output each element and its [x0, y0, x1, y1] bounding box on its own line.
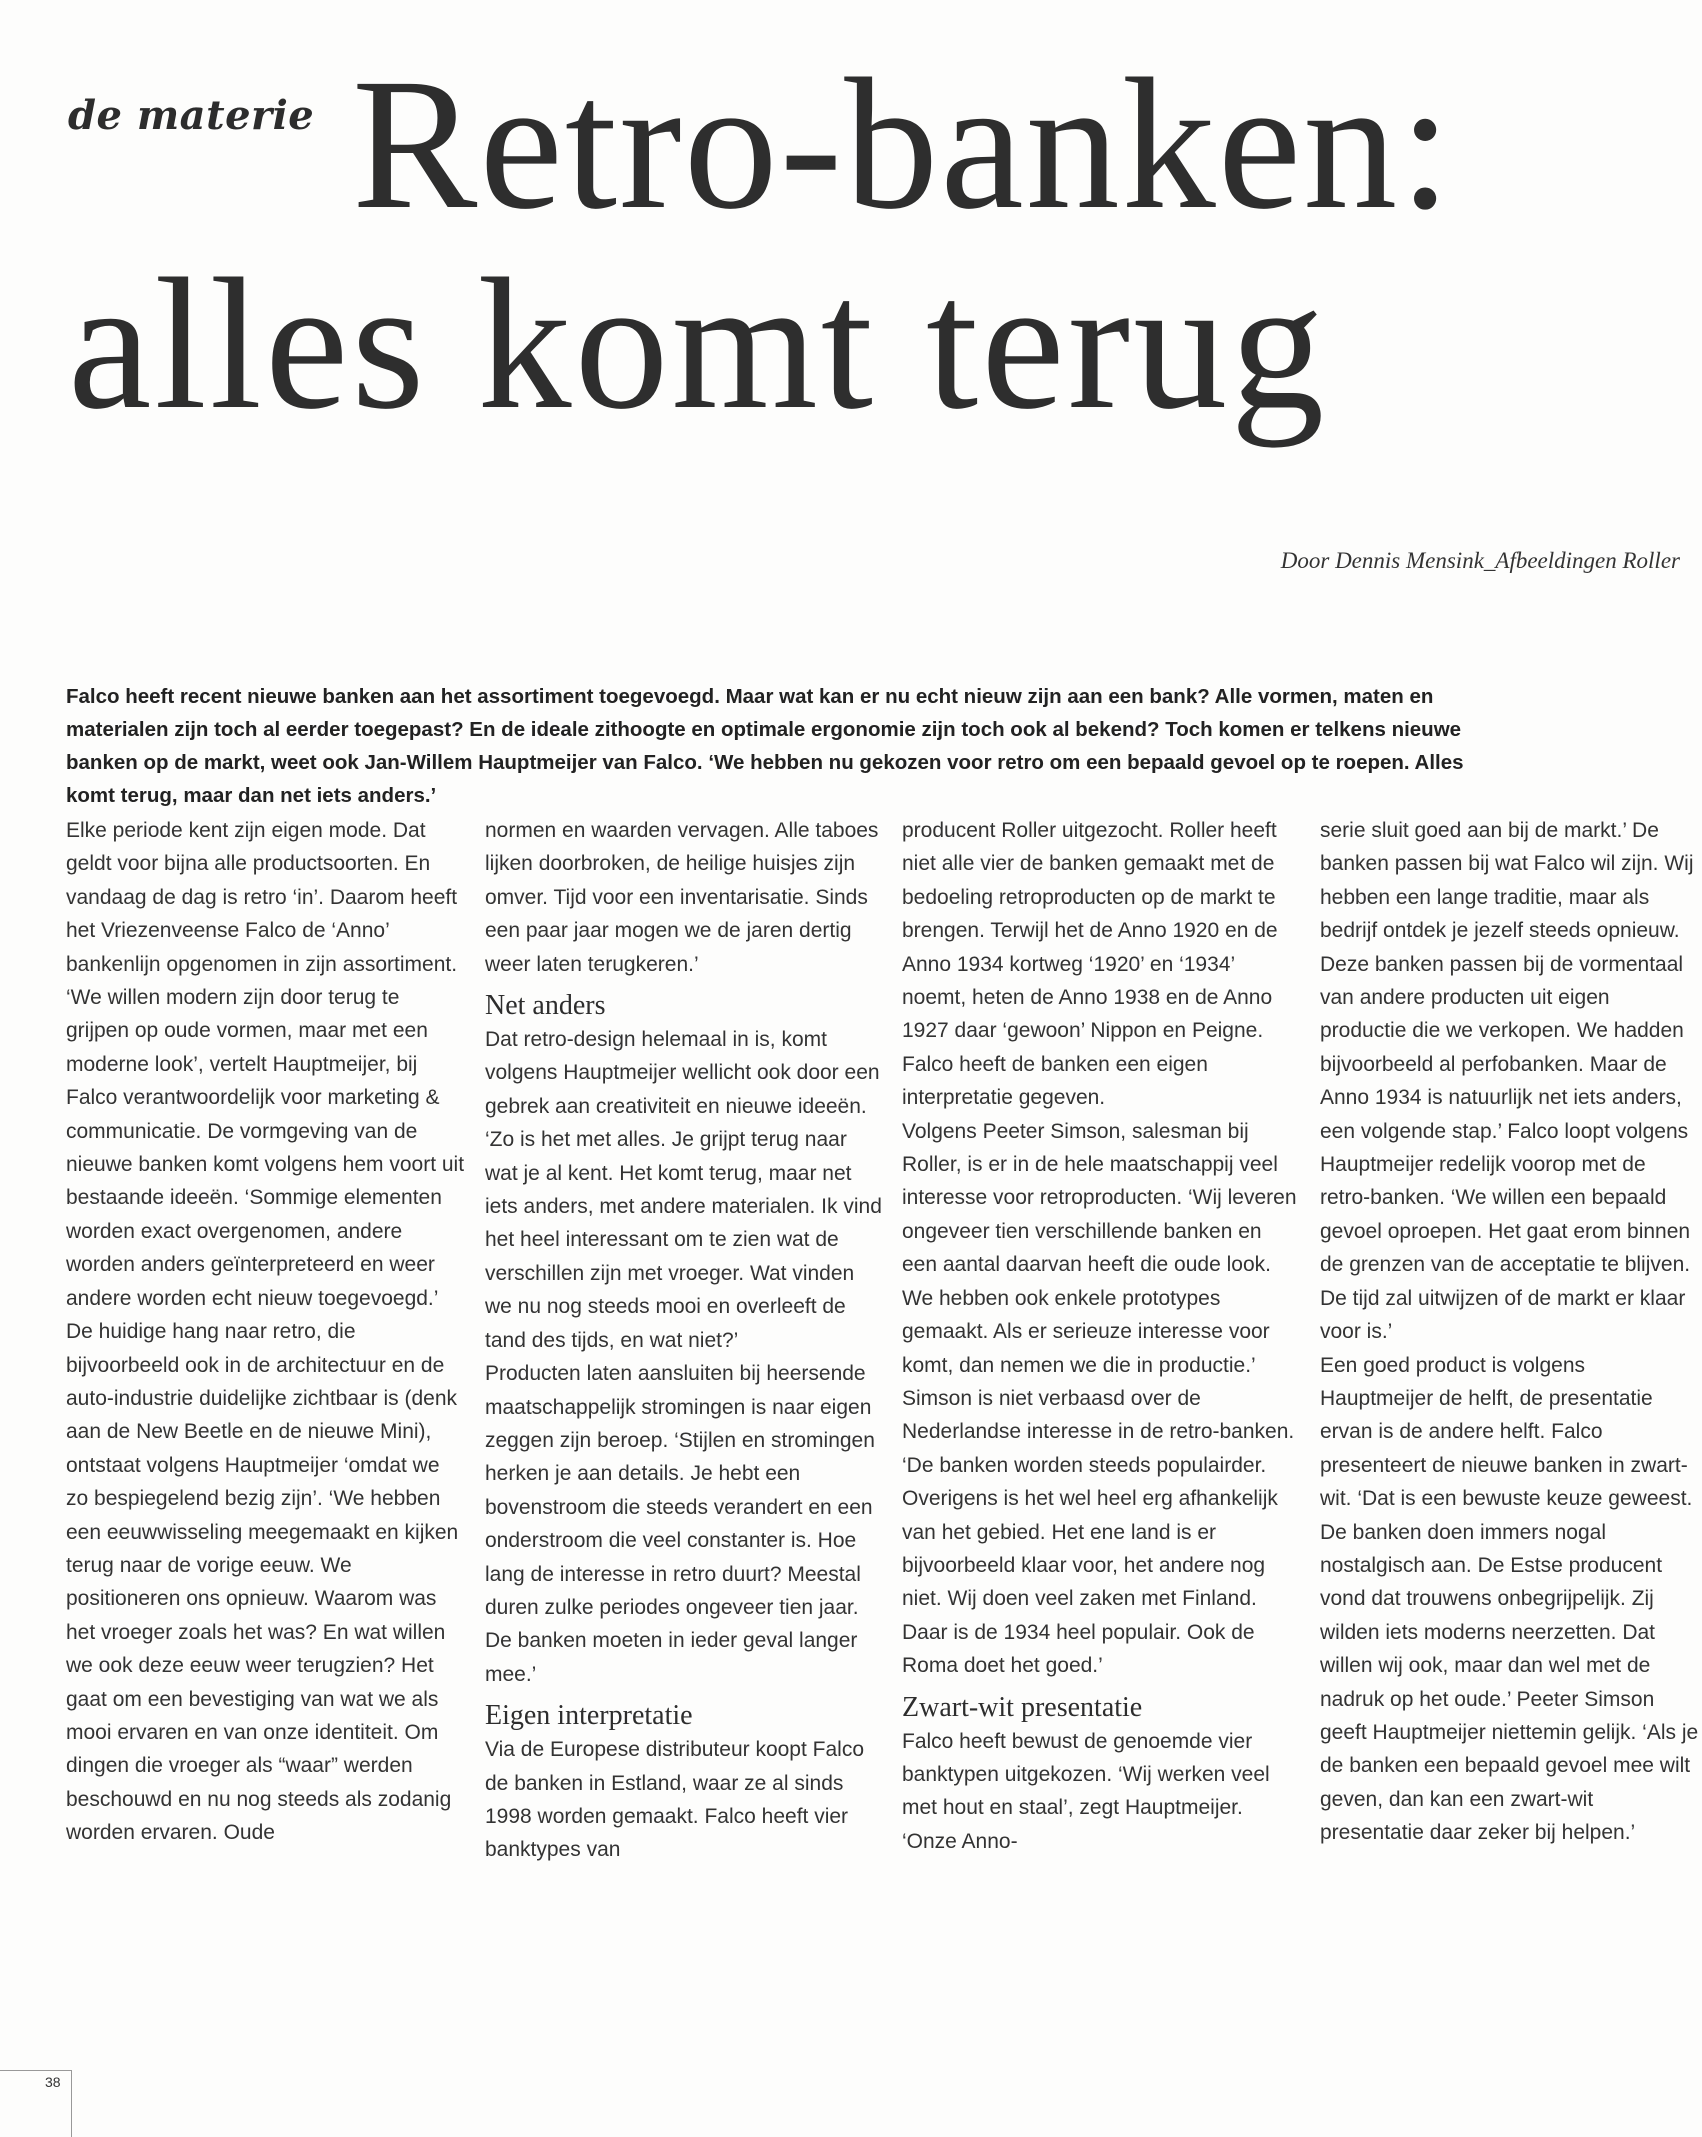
paragraph: producent Roller uitgezocht. Roller heeft niet alle vier de banken gemaakt met de bedoeling retroproducten op de markt te brengen. Terwijl het de Anno 1920 en de Anno 1934 kortweg ‘1920’ en ‘1934’ noemt, heten de Anno 1938 en de Anno 1927 daar ‘gewoon’ Nippon en Peigne. Falco heeft de banken een eigen interpretatie gegeven. [902, 819, 1278, 1110]
subheading-zwart-wit-presentatie: Zwart-wit presentatie [902, 1691, 1143, 1723]
paragraph: Producten laten aansluiten bij heersende maatschappelijk stromingen is naar eigen zeggen zijn beroep. ‘Stijlen en stromingen herken je aan details. Je hebt een bovenstroom die steeds verandert en een onderstroom die veel constanter is. Hoe lang de interesse in retro duurt? Meestal duren zulke periodes ongeveer tien jaar. De banken moeten in ieder geval langer mee.’ [485, 1362, 875, 1686]
paragraph: De huidige hang naar retro, die bijvoorbeeld ook in de architectuur en de auto-industrie duidelijke zichtbaar is (denk aan de New Beetle en de nieuwe Mini), ontstaat volgens Hauptmeijer ‘omdat we zo bespiegelend bezig zijn’. ‘We hebben een eeuwwisseling meegemaakt en kijken terug naar de vorige eeuw. We positioneren ons opnieuw. Waarom was het vroeger zoals het was? En wat willen we ook deze eeuw weer terugzien? Het gaat om een bevestiging van wat we als mooi ervaren en van onze identiteit. Om dingen die vroeger als “waar” werden beschouwd en nu nog steeds als zodanig worden ervaren. Oude [66, 1320, 459, 1845]
headline-line-1: Retro-banken: [352, 39, 1454, 248]
paragraph: Een goed product is volgens Hauptmeijer de helft, de presentatie ervan is de andere helft. Falco presenteert de nieuwe banken in zwart-wit. ‘Dat is een bewuste keuze geweest. De banken doen immers nogal nostalgisch aan. De Estse producent vond dat trouwens onbegrijpelijk. Zij wilden iets moderns neerzetten. Dat willen wij ook, maar dan wel met de nadruk op het oude.’ Peeter Simson geeft Hauptmeijer niettemin gelijk. ‘Als je de banken een bepaald gevoel mee wilt geven, dan kan een zwart-wit presentatie daar zeker bij helpen.’ [1320, 1353, 1699, 1845]
article-column-1 [66, 814, 466, 1850]
paragraph: Elke periode kent zijn eigen mode. Dat geldt voor bijna alle productsoorten. En vandaag de dag is retro ‘in’. Daarom heeft het Vriezenveense Falco de ‘Anno’ bankenlijn opgenomen in zijn assortiment. ‘We willen modern zijn door terug te grijpen op oude vormen, maar met een moderne look’, vertelt Hauptmeijer, bij Falco verantwoordelijk voor marketing & communicatie. De vormgeving van de nieuwe banken komt volgens hem voort uit bestaande ideeën. ‘Sommige elementen worden exact overgenomen, andere worden anders geïnterpreteerd en weer andere worden echt nieuw toegevoegd.’ [66, 819, 465, 1310]
intro-paragraph: Falco heeft recent nieuwe banken aan het assortiment toegevoegd. Maar wat kan er nu echt nieuw zijn aan een bank? Alle vormen, maten en materialen zijn toch al eerder toegepast? En de ideale zithoogte en optimale ergonomie zijn toch ook al bekend? Toch komen er telkens nieuwe banken op de markt, weet ook Jan-Willem Hauptmeijer van Falco. ‘We hebben nu gekozen voor retro om een bepaald gevoel op te roepen. Alles komt terug, maar dan net iets anders.’ [66, 685, 1464, 807]
page-number: 38 [45, 2074, 61, 2090]
paragraph: Volgens Peeter Simson, salesman bij Roller, is er in de hele maatschappij veel interesse voor retroproducten. ‘Wij leveren ongeveer tien verschillende banken en een aantal daarvan heeft die oude look. We hebben ook enkele prototypes gemaakt. Als er serieuze interesse voor komt, dan nemen we die in productie.’ Simson is niet verbaasd over de Nederlandse interesse in de retro-banken. ‘De banken worden steeds populairder. Overigens is het wel heel erg afhankelijk van het gebied. Het ene land is er bijvoorbeeld klaar voor, het andere nog niet. Wij doen veel zaken met Finland. Daar is de 1934 heel populair. Ook de Roma doet het goed.’ [902, 1119, 1297, 1678]
byline: Door Dennis Mensink_Afbeeldingen Roller [1280, 548, 1680, 573]
paragraph: serie sluit goed aan bij de markt.’ De banken passen bij wat Falco wil zijn. Wij hebben een lange traditie, maar als bedrijf ontdek je jezelf steeds opnieuw. Deze banken passen bij de vormentaal van andere producten uit eigen productie die we verkopen. We hadden bijvoorbeeld al perfobanken. Maar de Anno 1934 is natuurlijk net iets anders, een volgende stap.’ Falco loopt volgens Hauptmeijer redelijk voorop met de retro-banken. ‘We willen een bepaald gevoel oproepen. Het gaat erom binnen de grenzen van de acceptatie te blijven. De tijd zal uitwijzen of de markt er klaar voor is.’ [1320, 819, 1694, 1344]
subheading-eigen-interpretatie: Eigen interpretatie [485, 1700, 693, 1732]
subheading-net-anders: Net anders [485, 990, 606, 1022]
article-column-3 [902, 814, 1302, 1858]
paragraph: Falco heeft bewust de genoemde vier banktypen uitgekozen. ‘Wij werken veel met hout en staal’, zegt Hauptmeijer. ‘Onze Anno- [902, 1729, 1270, 1853]
paragraph: Dat retro-design helemaal in is, komt volgens Hauptmeijer wellicht ook door een gebrek aan creativiteit en nieuwe ideeën. ‘Zo is het met alles. Je grijpt terug naar wat je al kent. Het komt terug, maar net iets anders, met andere materialen. Ik vind het heel interessant om te zien wat de verschillen zijn met vroeger. Wat vinden we nu nog steeds mooi en overleeft de tand des tijds, en wat niet?’ [485, 1028, 882, 1352]
page-number-box [0, 2070, 72, 2137]
paragraph: normen en waarden vervagen. Alle taboes lijken doorbroken, de heilige huisjes zijn omver. Tijd voor een inventarisatie. Sinds een paar jaar mogen we de jaren dertig weer laten terugkeren.’ [485, 819, 879, 976]
section-kicker: de materie [68, 92, 315, 139]
paragraph: Via de Europese distributeur koopt Falco de banken in Estland, waar ze al sinds 1998 worden gemaakt. Falco heeft vier banktypes van [485, 1738, 865, 1862]
article-column-2 [485, 814, 885, 1867]
article-column-4 [1320, 814, 1700, 1850]
headline-line-2: alles komt terug [68, 239, 1328, 448]
